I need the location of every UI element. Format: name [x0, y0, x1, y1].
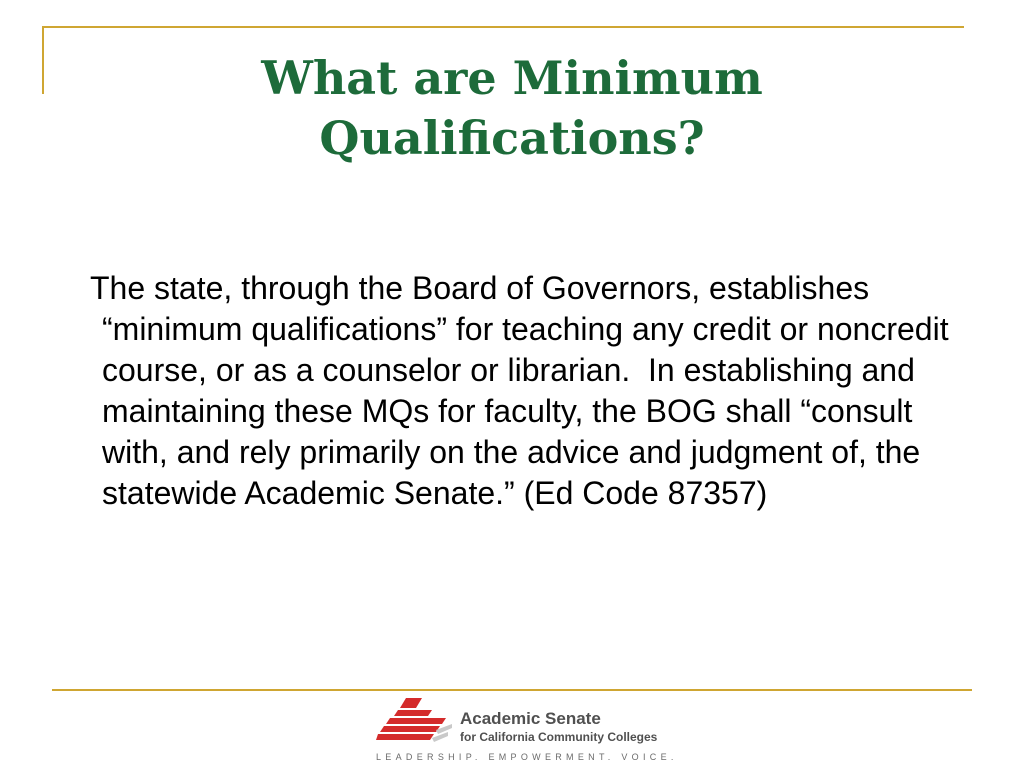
- slide-title-line-2: Qualifications?: [319, 111, 705, 165]
- academic-senate-logo: [376, 694, 676, 766]
- footer-divider: [52, 689, 972, 691]
- logo-tagline: LEADERSHIP. EMPOWERMENT. VOICE.: [376, 752, 678, 762]
- logo-subtitle: for California Community Colleges: [460, 730, 658, 744]
- slide-title-line-1: What are Minimum: [261, 51, 763, 105]
- slide-title: [150, 48, 874, 168]
- logo-name: Academic Senate: [460, 709, 601, 728]
- top-border-line: [42, 26, 964, 28]
- body-paragraph: The state, through the Board of Governors, establishes “minimum qualifications” for teaching any credit or noncredit course, or as a counselor or librarian. In establishing and maintaining these MQs for faculty, the BOG shall “consult with, and rely primarily on the advice and judgment of, the statewide Academic Senate.” (Ed Code 87357): [90, 270, 949, 511]
- senate-building-icon: [376, 694, 456, 746]
- left-border-line: [42, 26, 44, 94]
